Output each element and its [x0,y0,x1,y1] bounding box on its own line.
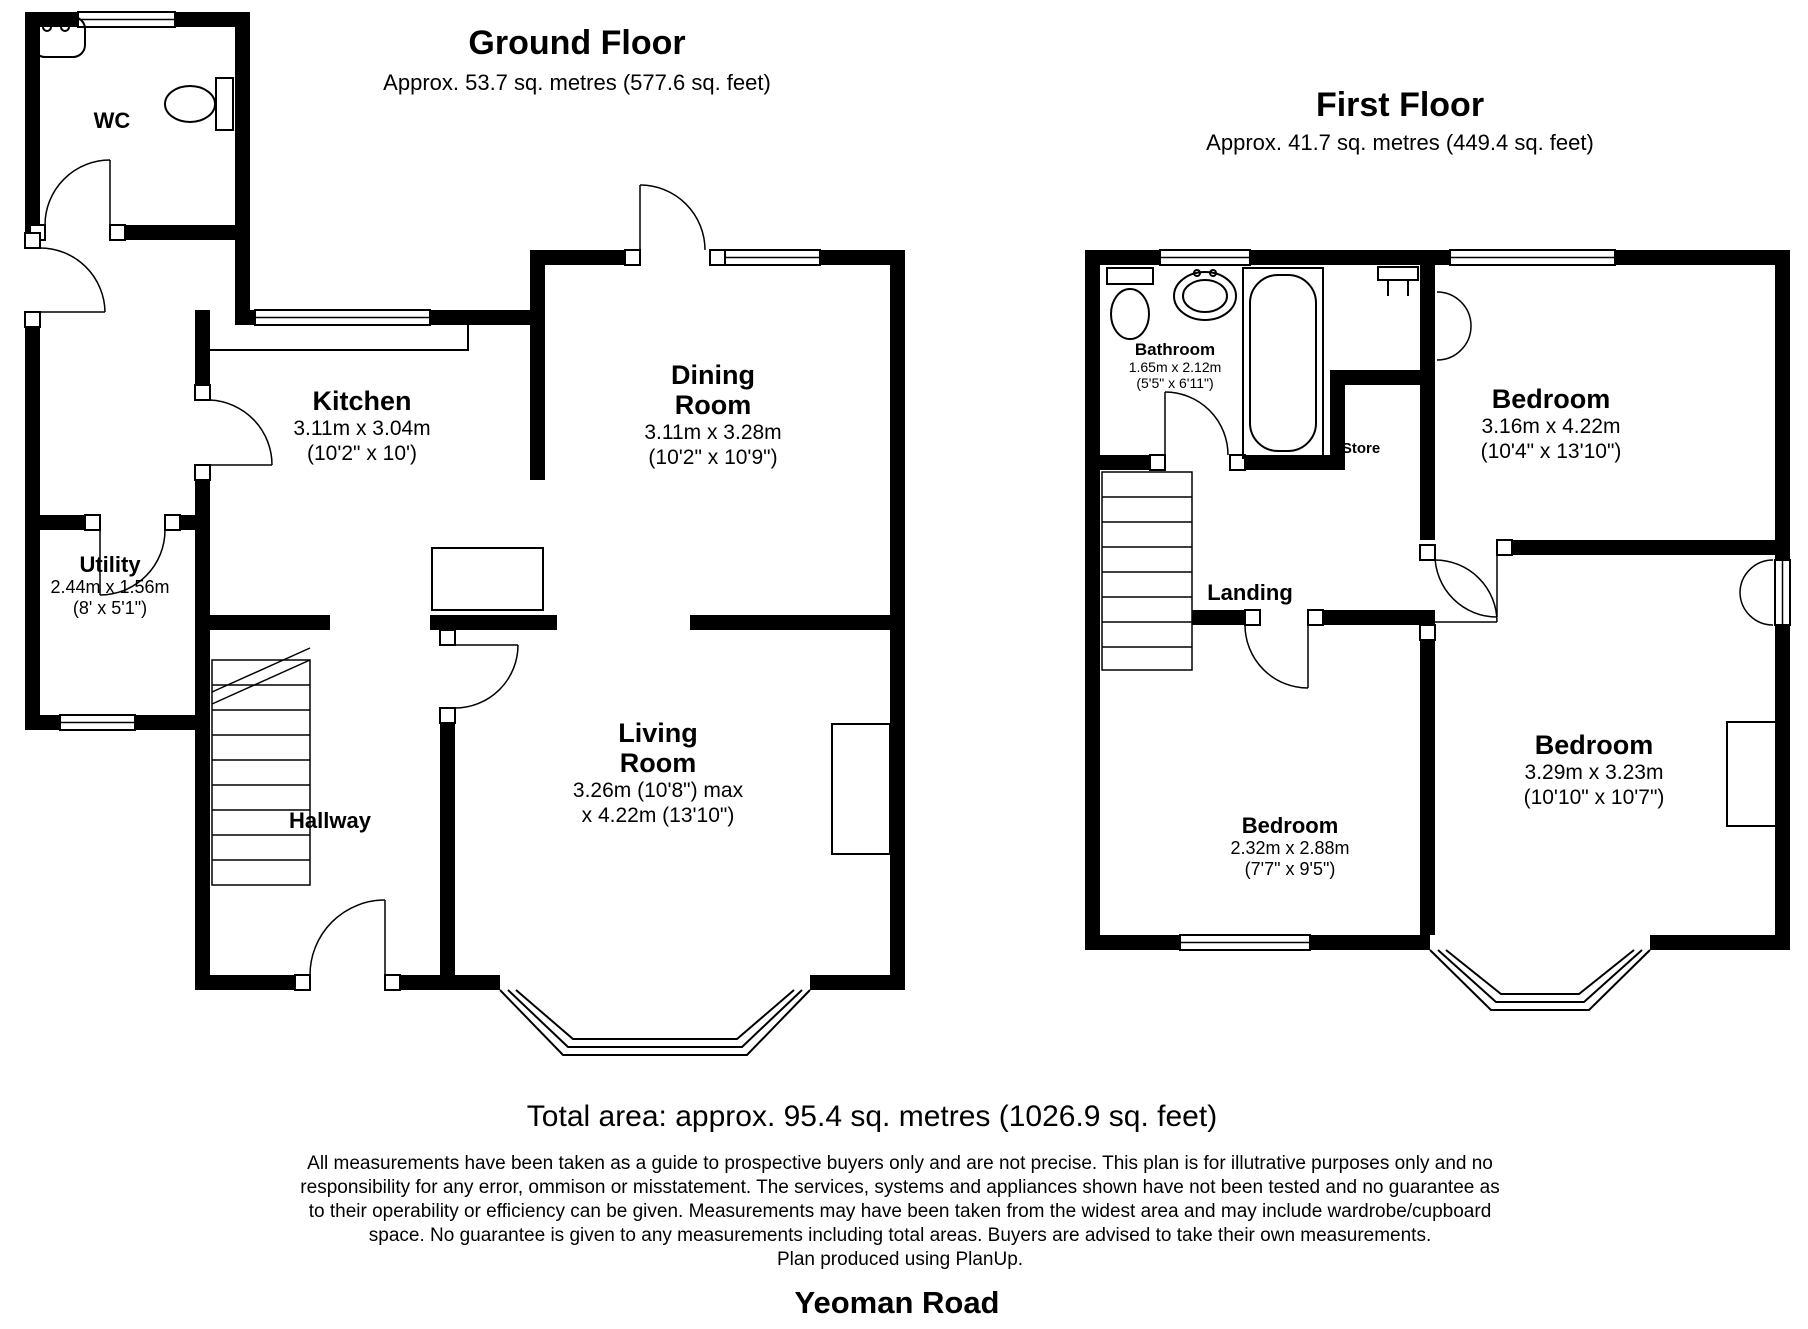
towel-rail-icon [1378,267,1418,296]
room-label-landing: Landing [1207,580,1293,605]
total-area-text: Total area: approx. 95.4 sq. metres (1026.9 sq. feet) [526,1100,1218,1133]
produced-by-line: Plan produced using PlanUp. [776,1249,1024,1270]
room-label-kitchen [293,386,430,466]
room-label-wc: WC [93,108,131,133]
bay-window-first [1430,950,1650,1010]
room-dim-metric: 3.16m x 4.22m [1481,415,1621,438]
room-label-dining [644,360,781,470]
room-name: Bedroom [1534,730,1654,760]
room-dim-imperial: (5'5" x 6'11") [1136,375,1214,391]
room-dim-imperial: (10'4" x 13'10") [1480,440,1622,463]
room-label-bedroom-rear [1524,730,1665,810]
chimney-breast [832,724,890,854]
room-dim-imperial: (10'2" x 10') [306,442,418,465]
room-name: Bedroom [1241,813,1339,838]
ground-floor-title: Ground Floor [468,24,686,62]
room-label-bedroom-front [1481,384,1622,464]
room-label-utility [50,552,169,619]
door-arcs [40,160,1773,975]
ground-floor-walls [25,12,905,990]
room-dim-metric: 3.11m x 3.04m [293,417,431,440]
room-name: Bedroom [1491,384,1611,414]
room-dim-imperial: (8' x 5'1") [72,598,148,618]
room-dim-metric: 3.11m x 3.28m [644,421,782,444]
disclaimer-line: All measurements have been taken as a guide to prospective buyers only and are not precise. This plan is for illutrative purposes only and no [307,1153,1493,1174]
room-name: Living Room [618,718,698,778]
address-title: Yeoman Road [794,1285,1000,1320]
first-floor-area: Approx. 41.7 sq. metres (449.4 sq. feet) [1206,130,1594,155]
room-dim-metric: 2.32m x 2.88m [1230,838,1350,858]
room-name: Kitchen [312,386,412,416]
disclaimer-line: to their operability or efficiency can be given. Measurements may have been taken from the widest area and may include wardrobe/cupboard [308,1201,1492,1222]
disclaimer-line: space. No guarantee is given to any measurements including total areas. Buyers are advised to take their own measurements. [368,1225,1432,1246]
bathroom-sink-icon [1174,270,1236,320]
ground-floor-area: Approx. 53.7 sq. metres (577.6 sq. feet) [383,70,771,95]
room-label-living [573,718,743,828]
bedroom-alcove [1727,722,1777,826]
room-label-bathroom [1129,340,1222,391]
room-label-hallway: Hallway [289,808,371,833]
stairs-first [1102,472,1192,670]
bathroom-toilet-icon [1107,268,1153,339]
first-floor-title: First Floor [1315,86,1485,124]
room-label-store: Store [1341,440,1381,457]
disclaimer-text [300,1152,1499,1272]
room-dim-line1: 3.26m (10'8") max [572,779,744,802]
room-dim-imperial: (10'2" x 10'9") [648,446,778,469]
disclaimer-line: responsibility for any error, ommison or misstatement. The services, systems and appliances shown have not been tested and no guarantee as [300,1177,1500,1198]
room-dim-metric: 3.29m x 3.23m [1524,761,1664,784]
room-dim-imperial: (10'10" x 10'7") [1523,786,1665,809]
room-name: Dining Room [671,360,755,420]
kitchen-counter [210,325,543,610]
room-name: Bathroom [1134,340,1216,359]
wc-toilet-icon [165,78,233,130]
room-dim-imperial: (7'7" x 9'5") [1244,859,1336,879]
room-name: Utility [79,552,141,577]
room-dim-line2: x 4.22m (13'10") [581,804,735,827]
room-dim-metric: 1.65m x 2.12m [1128,359,1222,375]
room-label-bedroom-small [1230,813,1349,880]
bay-window-ground [500,990,810,1055]
room-dim-metric: 2.44m x 1.56m [50,577,170,597]
stairs-ground [212,648,310,885]
bath-icon [1243,268,1323,458]
